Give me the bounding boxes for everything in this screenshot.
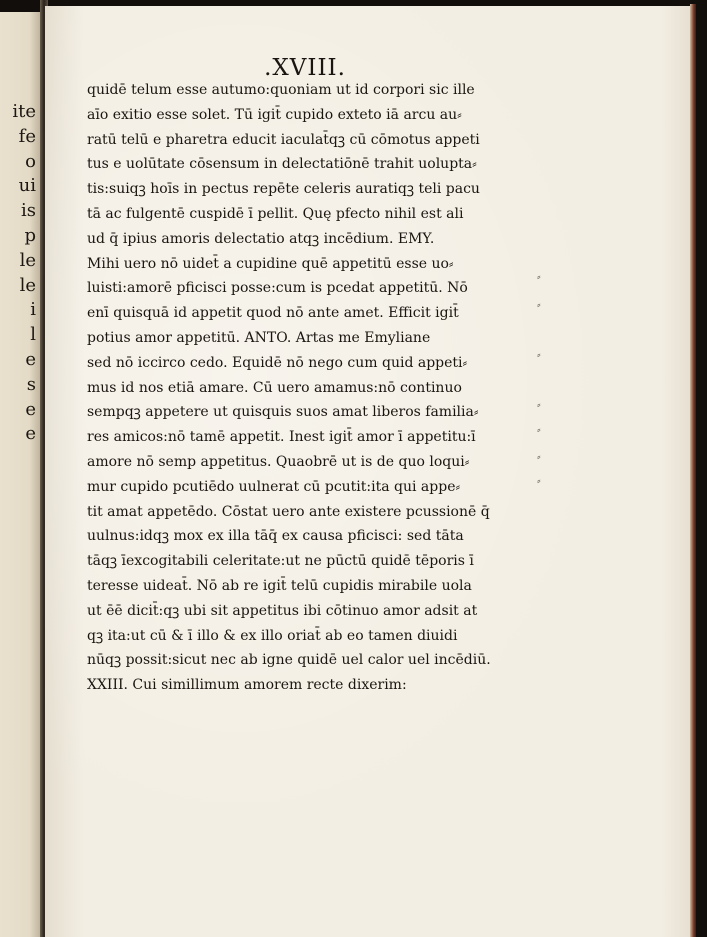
margin-mark: ⸗ [537, 398, 541, 411]
left-fragment: s [26, 373, 36, 395]
left-fragment: i [30, 299, 36, 321]
page-header: .XVIII. [264, 55, 346, 81]
text-line: aīo exitio esse solet. Tū igit̄ cupido exteto iā arcu au⸗ [87, 106, 462, 123]
margin-mark: ⸗ [537, 270, 541, 283]
left-fragment: l [30, 324, 36, 346]
text-line: qꝫ ita:ut cū & ī illo & ex illo oriat̄ ab eo tamen diuidi [87, 627, 458, 644]
left-page-fragments [0, 100, 40, 447]
left-fragment: e [25, 348, 36, 370]
text-line: res amicos:nō tamē appetit. Inest igit̄ amor ī appetitu:ī [87, 429, 476, 446]
text-line: potius amor appetitū. ANTO. Artas me Emyliane [87, 329, 431, 346]
margin-mark: ⸗ [537, 474, 541, 487]
text-line: mus id nos etiā amare. Cū uero amamus:nō continuo [87, 379, 462, 396]
margin-mark: ⸗ [537, 348, 541, 361]
text-line: amore nō semp appetitus. Quaobrē ut is de quo loqui⸗ [87, 453, 470, 470]
left-fragment: ite [12, 101, 36, 122]
margin-mark: ⸗ [537, 450, 541, 463]
margin-mark: ⸗ [537, 423, 541, 436]
text-line: XXIII. Cui simillimum amorem recte dixerim: [87, 677, 407, 694]
text-line: uulnus:idqꝫ mox ex illa tāq̄ ex causa pficisci: sed tāta [87, 528, 464, 545]
left-fragment: is [21, 200, 36, 222]
margin-mark: ⸗ [537, 298, 541, 311]
left-fragment: o [25, 150, 36, 172]
text-line: sempqꝫ appetere ut quisquis suos amat liberos familia⸗ [87, 404, 479, 421]
text-line: mur cupido pcutiēdo uulnerat cū pcutit:ita qui appe⸗ [87, 478, 461, 495]
left-fragment: le [19, 249, 36, 271]
text-line: teresse uideat̄. Nō ab re igit̄ telū cupidis mirabile uola [87, 577, 472, 594]
text-line: sed nō iccirco cedo. Equidē nō nego cum quid appeti⸗ [87, 354, 468, 371]
text-line: tis:suiqꝫ hoīs in pectus repēte celeris auratiqꝫ teli pacu [87, 181, 480, 198]
text-line: luisti:amorē pficisci posse:cum is pcedat appetitū. Nō [87, 280, 468, 297]
text-line: tit amat appetēdo. Cōstat uero ante existere pcussionē q̄ [87, 503, 490, 520]
text-line: nūqꝫ possit:sicut nec ab igne quidē uel calor uel incēdiū. [87, 652, 491, 669]
left-fragment: p [24, 224, 36, 246]
text-line: ud q̄ ipius amoris delectatio atqꝫ incēdium. EMY. [87, 230, 435, 247]
text-line: Mihi uero nō uidet̄ a cupidine quē appetitū esse uo⸗ [87, 255, 454, 272]
left-fragment: ui [18, 175, 36, 197]
text-line: quidē telum esse autumo:quoniam ut id corpori sic ille [87, 82, 475, 98]
page-edge [690, 4, 696, 937]
text-line: enī quisquā id appetit quod nō ante amet. Efficit igit̄ [87, 305, 459, 322]
left-fragment: e [25, 398, 36, 420]
left-fragment: e [25, 423, 36, 445]
text-block [87, 78, 512, 698]
left-page [0, 12, 43, 937]
text-line: tā ac fulgentē cuspidē ī pellit. Quę pfecto nihil est ali [87, 205, 464, 222]
text-line: ut ēē dicit̄:qꝫ ubi sit appetitus ibi cōtinuo amor adsit at [87, 602, 478, 619]
text-line: tus e uolūtate cōsensum in delectatiōnē trahit uolupta⸗ [87, 156, 477, 173]
left-fragment: le [19, 274, 36, 296]
text-line: ratū telū e pharetra educit iaculat̄qꝫ cū cōmotus appeti [87, 131, 480, 148]
text-line: tāqꝫ īexcogitabili celeritate:ut ne pūctū quidē tēporis ī [87, 553, 474, 570]
left-fragment: fe [18, 125, 36, 147]
